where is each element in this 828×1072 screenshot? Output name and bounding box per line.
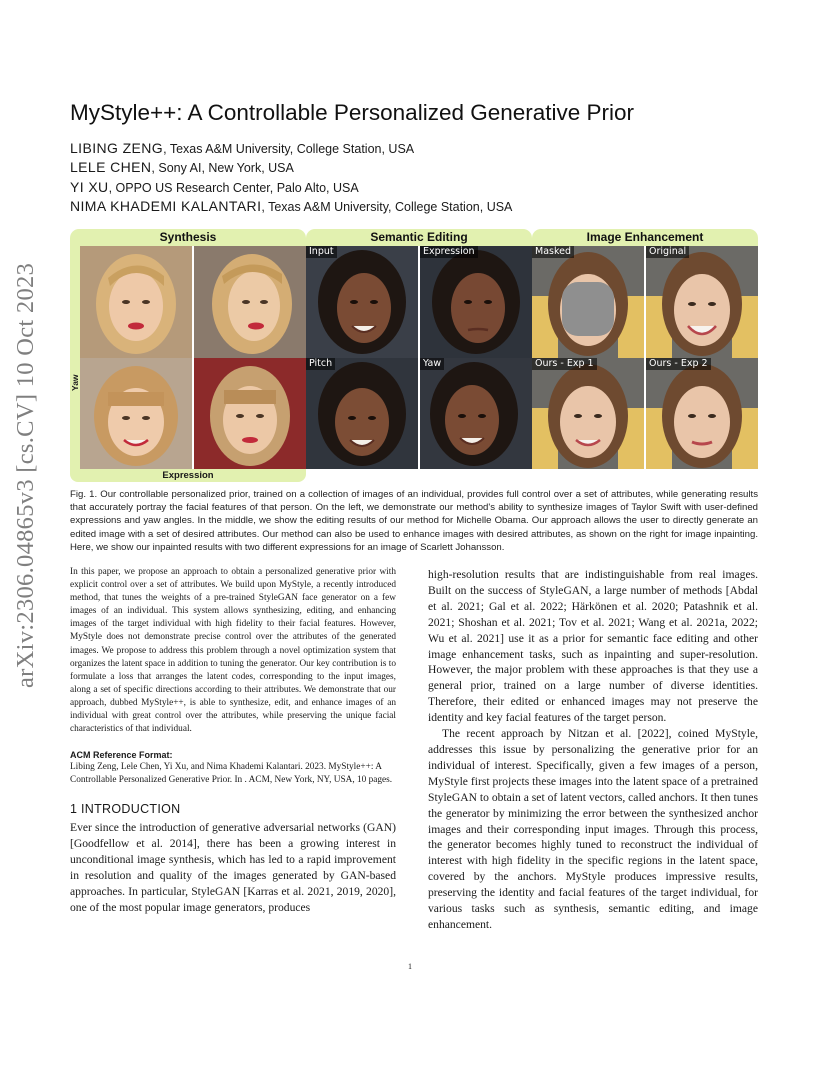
- panel-label-original: Original: [646, 246, 689, 258]
- right-column: [428, 567, 758, 933]
- author-name: NIMA KHADEMI KALANTARI: [70, 197, 262, 214]
- yaw-axis-strip: [70, 246, 80, 469]
- acm-reference-text: Libing Zeng, Lele Chen, Yi Xu, and Nima Khademi Kalantari. 2023. MyStyle++: A Controllable Personalized Generative Prior. In . ACM, New York, NY, USA, 10 pages.: [70, 762, 393, 786]
- author-affiliation: , Texas A&M University, College Station, USA: [261, 199, 513, 214]
- figure-1: [70, 229, 758, 482]
- left-column: [70, 566, 396, 916]
- panel-label-expression: Expression: [420, 246, 478, 258]
- intro-paragraph-2: The recent approach by Nitzan et al. [2022], coined MyStyle, addresses this issue by personalizing the generative prior for an individual of interest. Specifically, given a few images of a person, MyStyle first projects these images into the latent space of a pretrained StyleGAN to obtain a set of latent vectors, called anchors. It then tunes the generator by minimizing the error between the synthesized anchor images and their corresponding input images. Through this process, the generator becomes highly tuned to reconstruct the individual of interest with high fidelity in the specific regions in the latent space, covered by the anchors. MyStyle produces impressive results, preserving the identity and facial features of the target individual, for various tasks such as synthesis, semantic editing, and image enhancement.: [428, 727, 758, 931]
- abstract: In this paper, we propose an approach to obtain a personalized generative prior with explicit control over a set of attributes. We build upon MyStyle, a recently introduced method, that tunes the weights of a pre-trained StyleGAN face generator on a few images of an individual. This system allows synthesizing, editing, and enhancing images of the target individual with high fidelity to their facial features. However, MyStyle does not demonstrate precise control over the attributes of the generated images. We propose to address this problem through a novel optimization system that organizes the latent space in addition to tuning the generator. Our key contribution is to formulate a loss that arranges the latent codes, corresponding to the input images, along a set of specific directions according to their attributes. We demonstrate that our approach, dubbed MyStyle++, is able to synthesize, edit, and enhance images of an individual with great control over the attributes, while preserving the unique facial characteristics of that individual.: [70, 567, 396, 735]
- author-affiliation: , Sony AI, New York, USA: [151, 161, 294, 176]
- intro-paragraph-1: Ever since the introduction of generative adversarial networks (GAN) [Goodfellow et al. 2014], there has been a growing interest in unconditional image synthesis, which has led to a rapid improvement in resolution and quality of the images generated by GAN-based approaches. In particular, StyleGAN [Karras et al. 2021, 2019, 2020], one of the most popular image generators, produces: [70, 821, 396, 914]
- yaw-axis-label: Yaw: [70, 374, 80, 391]
- author-line: [70, 179, 512, 198]
- figure-1-caption: Fig. 1. Our controllable personalized prior, trained on a collection of images of an individual, provides full control over a set of attributes, while generating results that accurately portray the facial features of that person. On the left, we demonstrate our method's ability to synthesize images of Taylor Swift with user-defined expressions and yaw angles. In the middle, we show the editing results of our method for Michelle Obama. Our approach allows the user to directly generate an edited image with a set of desired attributes. Our method can also be used to enhance images with desired attributes, as shown on the right for image inpainting. Here, we show our inpainted results with two different expressions for an image of Scarlett Johansson.: [70, 489, 758, 553]
- panel-label-pitch: Pitch: [306, 358, 335, 370]
- enhancement-original-image: [646, 246, 758, 358]
- author-line: [70, 198, 512, 217]
- synthesis-face-2: [194, 246, 306, 358]
- author-name: LELE CHEN: [70, 159, 152, 176]
- synthesis-face-4: [194, 358, 306, 469]
- semantic-yaw-image: [420, 358, 532, 469]
- panel-label-ours-exp-2: Ours - Exp 2: [646, 358, 711, 370]
- enhancement-result-2-image: [646, 358, 758, 469]
- intro-paragraph-1-continued: high-resolution results that are indistinguishable from real images. Built on the success of StyleGAN, a large number of methods [Abdal et al. 2021; Gal et al. 2022; Härkönen et al. 2020; Patashnik et al. 2021; Shoshan et al. 2021; Tov et al. 2021; Wang et al. 2021a, 2022; Wu et al. 2021] use it as a prior for semantic face editing and other image enhancement tasks, such as inpainting and super-resolution. However, the major problem with these approaches is that they use a general prior, trained on a large number of diverse identities. Therefore, their edited or enhanced images may not preserve the identity and key facial features of the target person.: [428, 568, 758, 725]
- semantic-input-image: [306, 246, 418, 358]
- author-name: LIBING ZENG: [70, 140, 164, 156]
- synthesis-face-1: [80, 246, 192, 358]
- semantic-editing-header: Semantic Editing: [306, 229, 532, 246]
- author-affiliation: , OPPO US Research Center, Palo Alto, USA: [108, 180, 359, 195]
- enhancement-result-1-image: [532, 358, 644, 469]
- author-list: [70, 140, 512, 217]
- synthesis-header: Synthesis: [70, 229, 306, 246]
- semantic-pitch-image: [306, 358, 418, 469]
- paper-title: MyStyle++: A Controllable Personalized Generative Prior: [70, 100, 635, 125]
- section-heading-introduction: 1 INTRODUCTION: [70, 802, 181, 817]
- author-line: [70, 140, 512, 159]
- panel-label-ours-exp-1: Ours - Exp 1: [532, 358, 597, 370]
- image-enhancement-header: Image Enhancement: [532, 229, 758, 246]
- panel-label-yaw: Yaw: [420, 358, 444, 370]
- arxiv-identifier: arXiv:2306.04865v3 [cs.CV] 10 Oct 2023: [12, 262, 39, 688]
- panel-label-input: Input: [306, 246, 337, 258]
- semantic-expression-image: [420, 246, 532, 358]
- author-affiliation: , Texas A&M University, College Station, USA: [163, 142, 415, 156]
- acm-reference-heading: ACM Reference Format:: [70, 750, 173, 761]
- enhancement-masked-image: [532, 246, 644, 358]
- expression-axis-label: Expression: [70, 469, 306, 482]
- panel-label-masked: Masked: [532, 246, 574, 258]
- author-name: YI XU: [70, 178, 109, 195]
- synthesis-face-3: [80, 358, 192, 469]
- page-number: 1: [408, 962, 412, 971]
- author-line: [70, 159, 512, 178]
